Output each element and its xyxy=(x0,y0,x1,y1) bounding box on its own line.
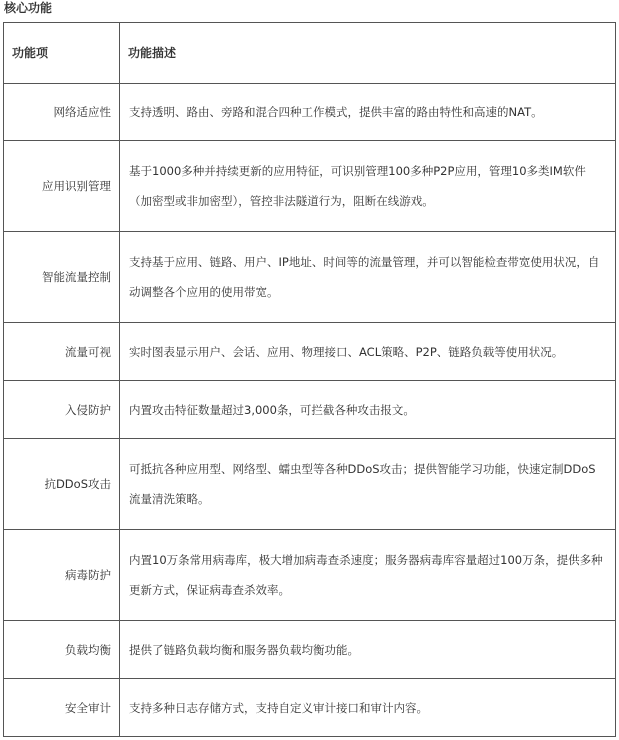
feature-name: 应用识别管理 xyxy=(4,141,120,232)
table-row xyxy=(4,323,616,381)
section-heading: 核心功能 xyxy=(4,1,53,15)
feature-description: 内置攻击特征数量超过3,000条，可拦截各种攻击报文。 xyxy=(120,381,616,439)
feature-description: 支持透明、路由、旁路和混合四种工作模式，提供丰富的路由特性和高速的NAT。 xyxy=(120,84,616,141)
feature-name: 流量可视 xyxy=(4,323,120,381)
table-row xyxy=(4,530,616,621)
feature-name: 抗DDoS攻击 xyxy=(4,439,120,530)
table-row xyxy=(4,381,616,439)
table-row xyxy=(4,84,616,141)
header-feature: 功能项 xyxy=(4,23,120,84)
feature-description: 基于1000多种并持续更新的应用特征，可识别管理100多种P2P应用，管理10多类IM软件（加密型或非加密型），管控非法隧道行为，阻断在线游戏。 xyxy=(120,141,616,232)
feature-name: 负载均衡 xyxy=(4,621,120,679)
table-row xyxy=(4,621,616,679)
table-row xyxy=(4,232,616,323)
header-description: 功能描述 xyxy=(120,23,616,84)
feature-name: 网络适应性 xyxy=(4,84,120,141)
feature-name: 智能流量控制 xyxy=(4,232,120,323)
table-row xyxy=(4,679,616,737)
table-header-row xyxy=(4,23,616,84)
feature-description: 提供了链路负载均衡和服务器负载均衡功能。 xyxy=(120,621,616,679)
table-row xyxy=(4,439,616,530)
feature-description: 支持基于应用、链路、用户、IP地址、时间等的流量管理，并可以智能检查带宽使用状况，自动调整各个应用的使用带宽。 xyxy=(120,232,616,323)
feature-name: 安全审计 xyxy=(4,679,120,737)
feature-description: 支持多种日志存储方式，支持自定义审计接口和审计内容。 xyxy=(120,679,616,737)
feature-table xyxy=(3,22,616,737)
table-row xyxy=(4,141,616,232)
feature-description: 可抵抗各种应用型、网络型、蠕虫型等各种DDoS攻击；提供智能学习功能，快速定制DDoS流量清洗策略。 xyxy=(120,439,616,530)
feature-name: 病毒防护 xyxy=(4,530,120,621)
feature-name: 入侵防护 xyxy=(4,381,120,439)
feature-description: 内置10万条常用病毒库，极大增加病毒查杀速度；服务器病毒库容量超过100万条，提供多种更新方式，保证病毒查杀效率。 xyxy=(120,530,616,621)
feature-description: 实时图表显示用户、会话、应用、物理接口、ACL策略、P2P、链路负载等使用状况。 xyxy=(120,323,616,381)
